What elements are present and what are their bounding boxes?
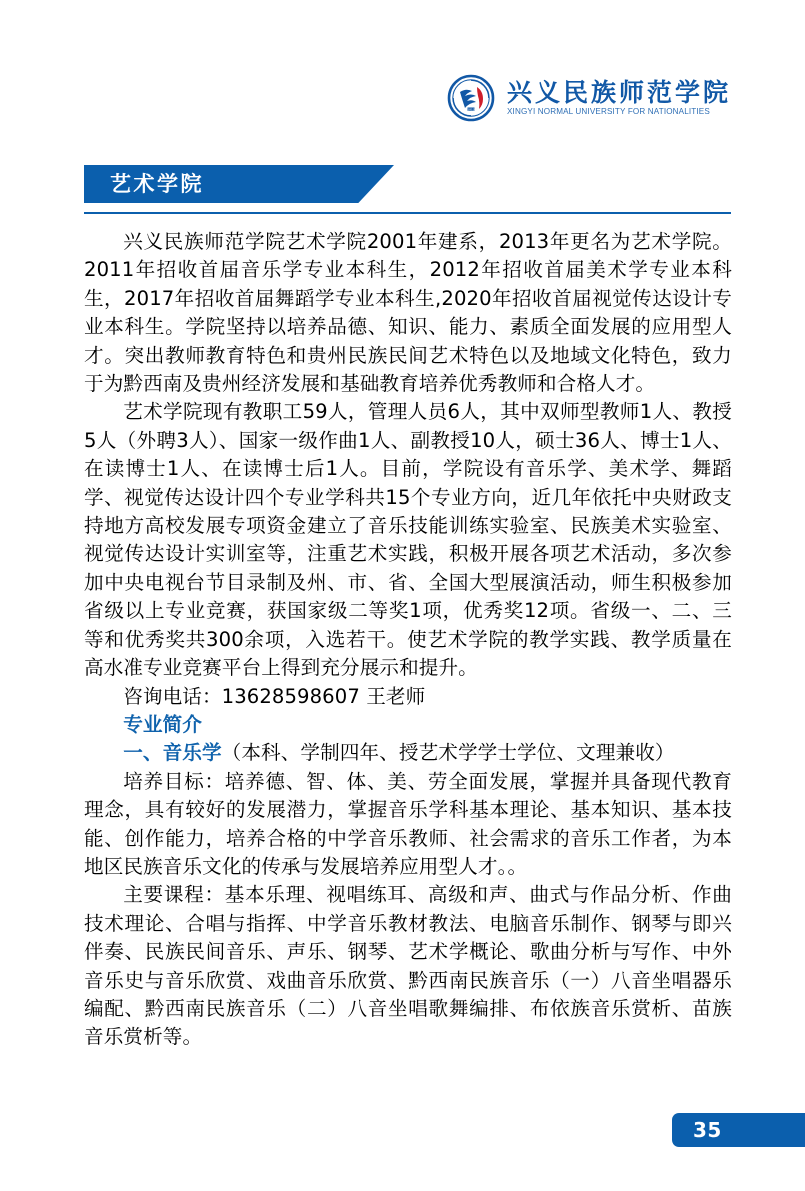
courses-text: 基本乐理、视唱练耳、高级和声、曲式与作品分析、作曲技术理论、合唱与指挥、中学音乐教材教法、电脑音乐制作、钢琴与即兴伴奏、民族民间音乐、声乐、钢琴、艺术学概论、歌曲分析与写作、中外音乐史与音乐欣赏、戏曲音乐欣赏、黔西南民族音乐（一）八音坐唱器乐编配、黔西南民族音乐（二）八音坐唱歌舞编排、布依族音乐赏析、苗族音乐赏析等。 xyxy=(84,883,733,1049)
paragraph-faculty-and-facilities: 艺术学院现有教职工59人，管理人员6人，其中双师型教师1人、教授5人（外聘3人）、国家一级作曲1人、副教授10人，硕士36人、博士1人、在读博士1人、在读博士后1人。目前，学院设有音乐学、美术学、舞蹈学、视觉传达设计四个专业学科共15个专业方向，近几年依托中央财政支持地方高校发展专项资金建立了音乐技能训练实验室、民族美术实验室、视觉传达设计实训室等，注重艺术实践，积极开展各项艺术活动，多次参加中央电视台节目录制及州、市、省、全国大型展演活动，师生积极参加省级以上专业竞赛，获国家级二等奖1项，优秀奖12项。省级一、二、三等和优秀奖共300余项，入选若干。使艺术学院的教学实践、教学质量在高水准专业竞赛平台上得到充分展示和提升。 xyxy=(84,400,732,680)
article-body xyxy=(84,228,732,1052)
page-number-badge: 35 xyxy=(672,1113,805,1147)
section-heading-label: 专业简介 xyxy=(123,712,202,736)
section-banner xyxy=(84,165,731,217)
objective-text: 培养德、智、体、美、劳全面发展，掌握并具备现代教育理念，具有较好的发展潜力，掌握音乐学科基本理论、基本知识、基本技能、创作能力，培养合格的中学音乐教师、社会需求的音乐工作者，为本地区民族音乐文化的传承与发展培养应用型人才。。 xyxy=(84,769,733,878)
section-heading-majors xyxy=(84,711,732,739)
banner-divider xyxy=(84,212,731,214)
courses-label: 主要课程： xyxy=(123,883,225,907)
paragraph-courses xyxy=(84,881,732,1051)
university-name-cn: 兴义民族师范学院 xyxy=(506,78,731,108)
university-masthead xyxy=(447,74,731,122)
svg-text:1813: 1813 xyxy=(467,107,475,112)
objective-label: 培养目标： xyxy=(123,769,225,793)
paragraph-objective xyxy=(84,768,732,882)
university-seal-icon xyxy=(447,74,495,122)
university-name-en: XINGYI NORMAL UNIVERSITY FOR NATIONALITIES xyxy=(506,106,710,116)
paragraph-contact: 咨询电话：13628598607 王老师 xyxy=(123,684,426,708)
page-title: 艺术学院 xyxy=(110,172,204,196)
major-name: 一、音乐学 xyxy=(123,741,222,765)
major-qualifier: （本科、学制四年、授艺术学学士学位、文理兼收） xyxy=(221,741,675,765)
major-heading-music xyxy=(84,739,732,767)
paragraph-history: 兴义民族师范学院艺术学院2001年建系，2013年更名为艺术学院。2011年招收首届音乐学专业本科生，2012年招收首届美术学专业本科生，2017年招收首届舞蹈学专业本科生,2020年招收首届视觉传达设计专业本科生。学院坚持以培养品德、知识、能力、素质全面发展的应用型人才。突出教师教育特色和贵州民族民间艺术特色以及地域文化特色，致力于为黔西南及贵州经济发展和基础教育培养优秀教师和合格人才。 xyxy=(84,230,732,396)
university-wordmark xyxy=(507,80,731,116)
